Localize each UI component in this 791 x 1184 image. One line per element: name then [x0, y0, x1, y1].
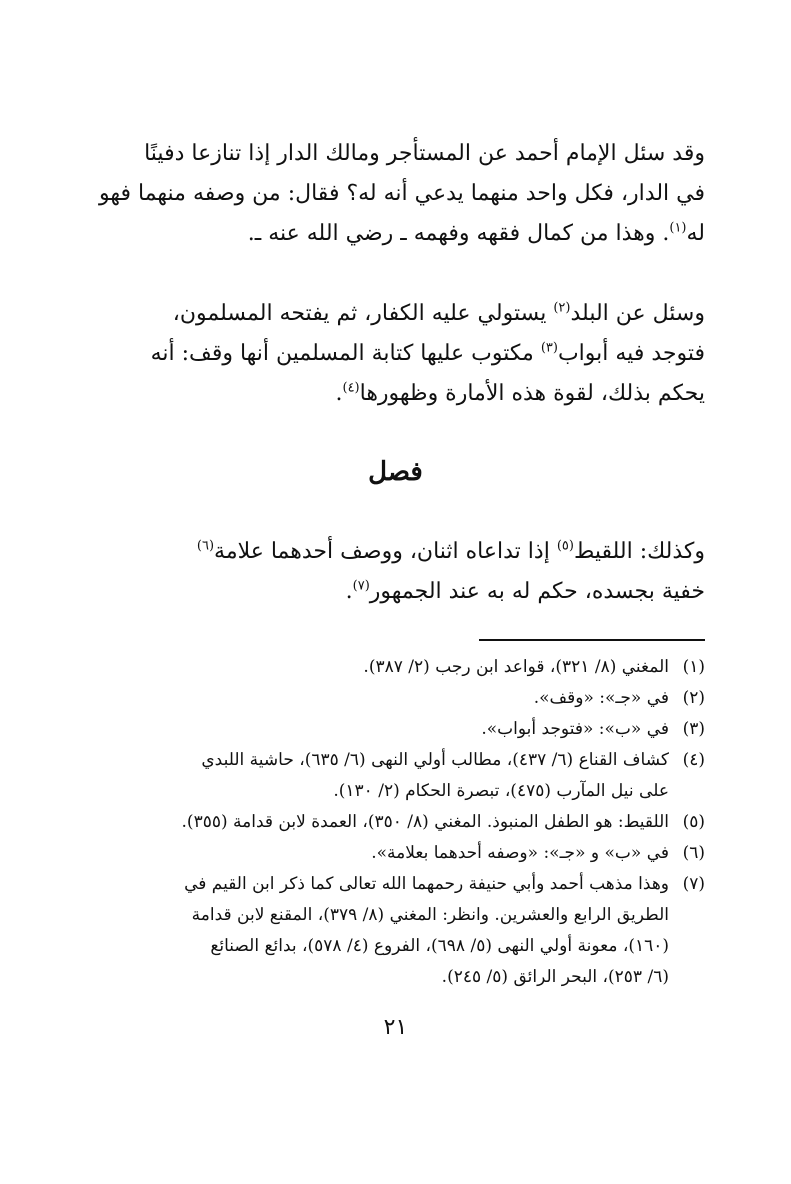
- paragraph-text: يستولي عليه الكفار، ثم يفتحه المسلمون،: [172, 301, 547, 326]
- footnote: [83, 683, 705, 714]
- paragraph-text: .: [345, 579, 353, 604]
- footnote-line: كشاف القناع (٦/ ٤٣٧)، مطالب أولي النهى (٦/ ٦٣٥)، حاشية اللبدي: [201, 750, 669, 770]
- footnote-number: (٧): [682, 874, 705, 894]
- paragraph-text: فتوجد فيه أبواب: [557, 341, 705, 366]
- footnote-text: [83, 869, 669, 993]
- footnote-text: [83, 683, 669, 714]
- footnote-ref[interactable]: (١): [669, 220, 687, 236]
- footnote-number: (٥): [682, 812, 705, 832]
- paragraph-line: في الدار، فكل واحد منهما يدعي أنه له؟ فقال: من وصفه منهما فهو: [98, 181, 705, 206]
- footnote-line: الطريق الرابع والعشرين. وانظر: المغني (٨/ ٣٧٩)، المقنع لابن قدامة: [191, 905, 669, 925]
- footnotes: [83, 652, 705, 993]
- paragraph-line: [83, 334, 705, 374]
- paragraph-line: [83, 572, 705, 612]
- paragraph-text: خفية بجسده، حكم له به عند الجمهور: [369, 579, 705, 604]
- page-number: ٢١: [383, 1015, 408, 1040]
- footnote-text: [83, 838, 669, 869]
- footnote-line: وهذا مذهب أحمد وأبي حنيفة رحمهما الله تعالى كما ذكر ابن القيم في: [184, 874, 669, 894]
- footnote-line: المغني (٨/ ٣٢١)، قواعد ابن رجب (٢/ ٣٨٧).: [363, 657, 669, 677]
- footnote-ref[interactable]: (٢): [553, 300, 571, 316]
- footnote-text: [83, 652, 669, 683]
- footnote-line: على نيل المآرب (٤٧٥)، تبصرة الحكام (٢/ ١٣٠).: [333, 781, 669, 801]
- paragraph-line: [83, 374, 705, 414]
- footnote-ref[interactable]: (٤): [342, 380, 360, 396]
- paragraph-text: .: [335, 381, 343, 406]
- footnote-number: (٤): [682, 750, 705, 770]
- paragraph-text: يحكم بذلك، لقوة هذه الأمارة وظهورها: [359, 381, 705, 406]
- paragraph-line: [83, 214, 705, 254]
- paragraph-3: [83, 532, 705, 612]
- paragraph-2: [83, 294, 705, 414]
- footnote: [83, 714, 705, 745]
- paragraph-text: وكذلك: اللقيط: [573, 539, 705, 564]
- paragraph-text: . وهذا من كمال فقهه وفهمه ـ رضي الله عنه ـ.: [247, 221, 670, 246]
- footnote-ref[interactable]: (٥): [556, 538, 574, 554]
- paragraph-text: وسئل عن البلد: [570, 301, 705, 326]
- footnote: [83, 745, 705, 807]
- footnote-line: في «ب»: «فتوجد أبواب».: [481, 719, 669, 739]
- footnote-line: في «جـ»: «وقف».: [533, 688, 669, 708]
- footnote-ref[interactable]: (٧): [352, 578, 370, 594]
- footnote-text: [83, 807, 669, 838]
- footnote-line: اللقيط: هو الطفل المنبوذ. المغني (٨/ ٣٥٠)، العمدة لابن قدامة (٣٥٥).: [181, 812, 669, 832]
- footnote: [83, 838, 705, 869]
- footnote-ref[interactable]: (٣): [540, 340, 558, 356]
- footnote: [83, 807, 705, 838]
- paragraph-1: [83, 134, 705, 254]
- paragraph-line: وقد سئل الإمام أحمد عن المستأجر ومالك الدار إذا تنازعا دفينًا: [144, 141, 705, 166]
- footnote-number: (٢): [682, 688, 705, 708]
- footnote-line: في «ب» و «جـ»: «وصفه أحدهما بعلامة».: [371, 843, 669, 863]
- footnote-text: [83, 714, 669, 745]
- paragraph-line: [83, 532, 705, 572]
- footnote-line: (٦/ ٢٥٣)، البحر الرائق (٥/ ٢٤٥).: [441, 967, 669, 987]
- footnote-number: (٣): [682, 719, 705, 739]
- footnote-line: (١٦٠)، معونة أولي النهى (٥/ ٦٩٨)، الفروع (٤/ ٥٧٨)، بدائع الصنائع: [210, 936, 669, 956]
- paragraph-text: إذا تداعاه اثنان، ووصف أحدهما علامة: [214, 539, 550, 564]
- footnote: [83, 869, 705, 993]
- section-heading: فصل: [368, 457, 423, 487]
- footnote-number: (٦): [682, 843, 705, 863]
- footnote-ref[interactable]: (٦): [196, 538, 215, 554]
- footnote: [83, 652, 705, 683]
- footnote-number: (١): [682, 657, 705, 677]
- paragraph-text: مكتوب عليها كتابة المسلمين أنها وقف: أنه: [150, 341, 534, 366]
- paragraph-text: له: [686, 221, 705, 246]
- footnote-text: [83, 745, 669, 807]
- footnote-separator: [479, 639, 705, 641]
- paragraph-line: [83, 294, 705, 334]
